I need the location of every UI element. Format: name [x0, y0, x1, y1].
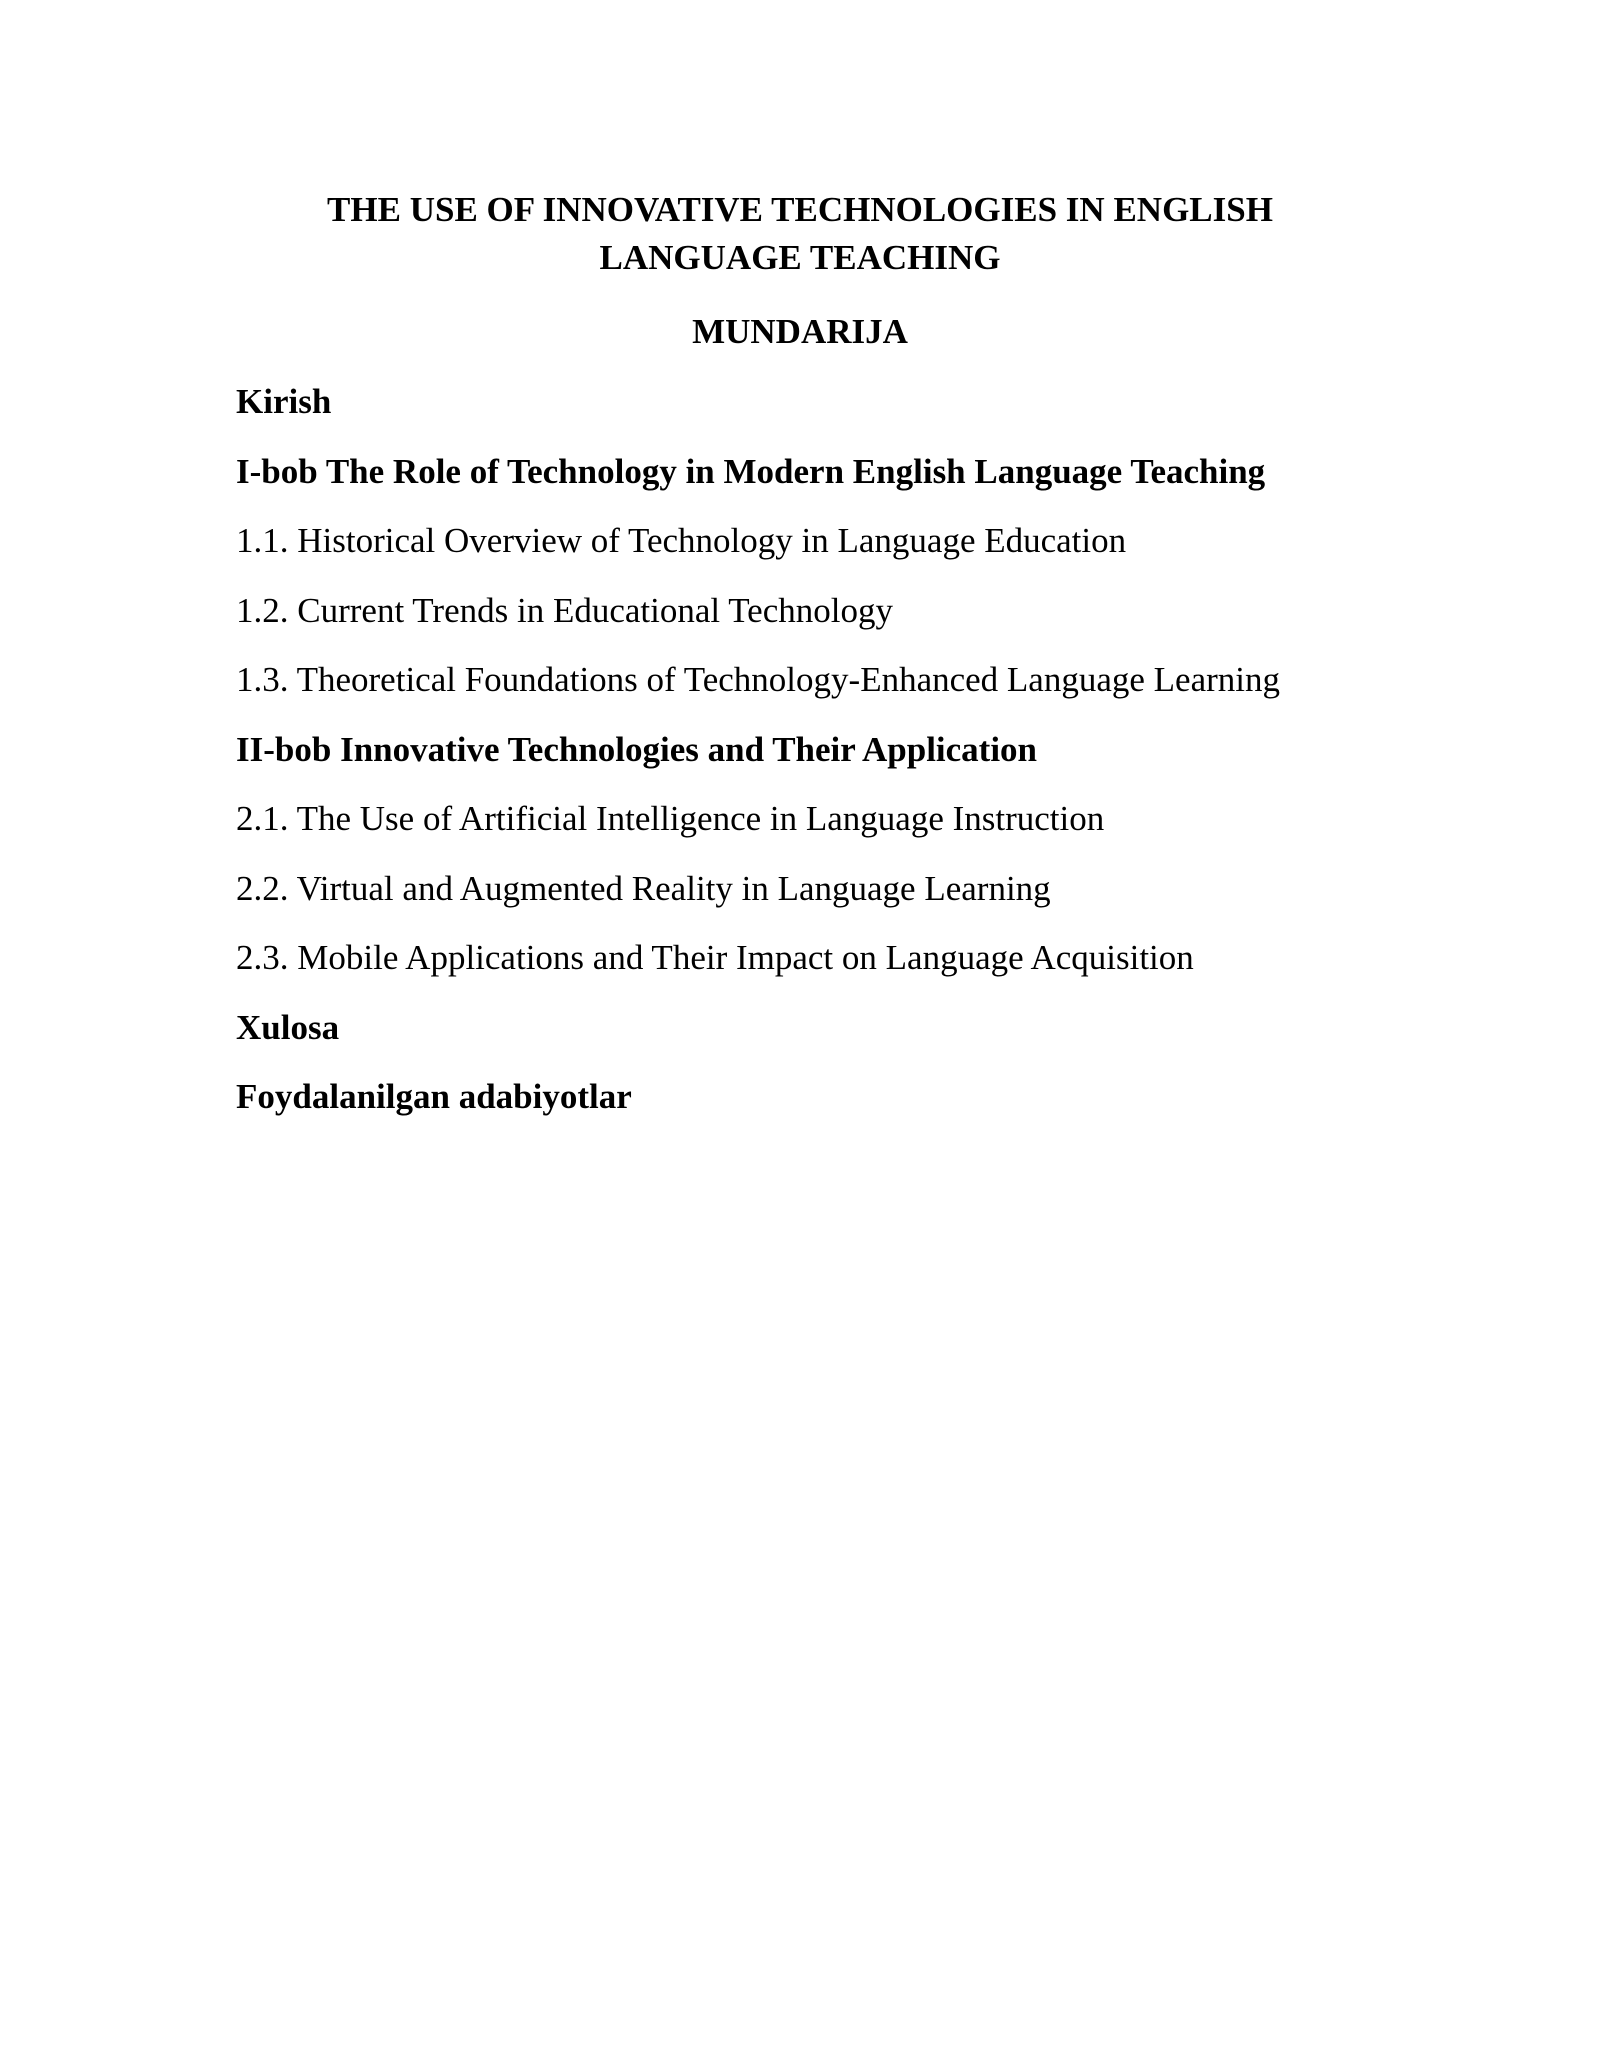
toc-item-chapter-2: II-bob Innovative Technologies and Their Application — [236, 729, 1038, 769]
toc-item-2-2: 2.2. Virtual and Augmented Reality in Language Learning — [236, 868, 1051, 908]
document-title-line-1: THE USE OF INNOVATIVE TECHNOLOGIES IN ENGLISH — [327, 190, 1273, 229]
contents-heading: MUNDARIJA — [692, 312, 908, 351]
table-of-contents — [236, 378, 1436, 1143]
toc-item-xulosa: Xulosa — [236, 1007, 340, 1047]
toc-item-references: Foydalanilgan adabiyotlar — [236, 1077, 632, 1116]
toc-item-1-3: 1.3. Theoretical Foundations of Technology-Enhanced Language Learning — [236, 660, 1280, 699]
toc-item-2-3: 2.3. Mobile Applications and Their Impact on Language Acquisition — [236, 938, 1194, 977]
document-title — [236, 186, 1364, 282]
toc-item-kirish: Kirish — [236, 382, 332, 421]
toc-item-1-1: 1.1. Historical Overview of Technology in Language Education — [236, 521, 1127, 560]
document-title-line-2: LANGUAGE TEACHING — [599, 238, 1001, 277]
toc-item-2-1: 2.1. The Use of Artificial Intelligence in Language Instruction — [236, 799, 1105, 838]
toc-item-1-2: 1.2. Current Trends in Educational Technology — [236, 590, 893, 630]
toc-item-chapter-1: I-bob The Role of Technology in Modern English Language Teaching — [236, 451, 1266, 491]
